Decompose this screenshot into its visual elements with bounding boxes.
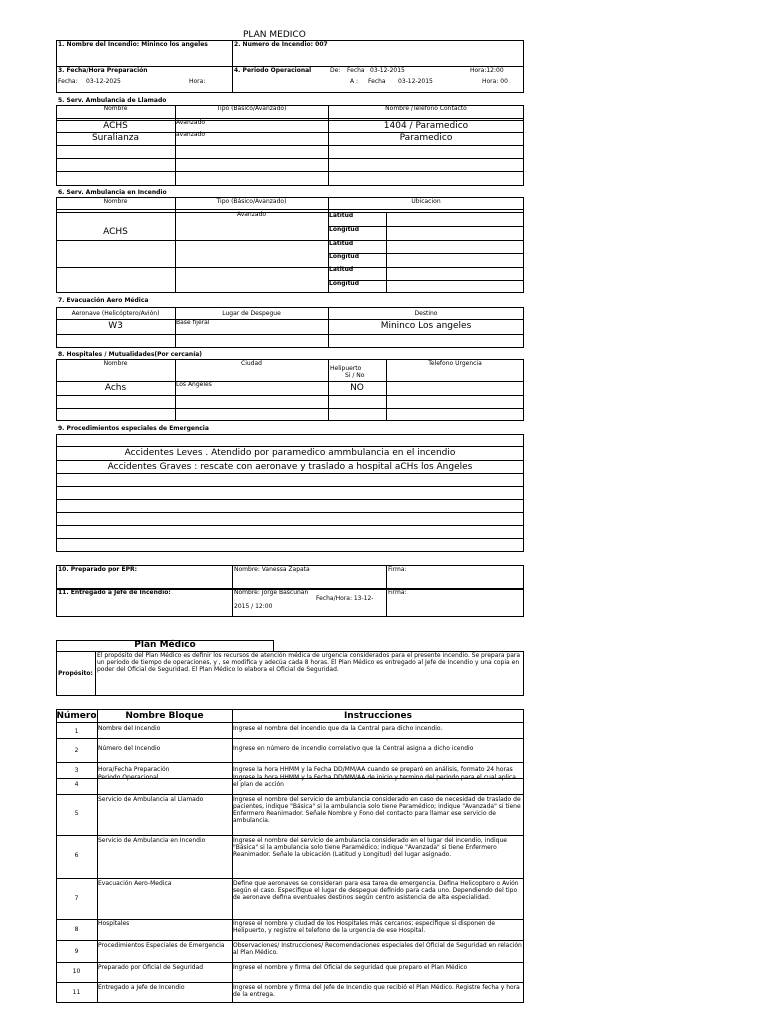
instr-r7-texto: Define que aeronaves se consideran para esa tarea de emergencia. Defina Helicoptero o Avión según el caso. Especifique el lugar de despegue definido para cada uno. Dependiendo del tipo de aeronave defina eventuales destinos según centro asistencia de alta especialidad.	[233, 880, 519, 901]
incendio-number: 2. Numero de Incendio: 007	[234, 41, 328, 48]
prep-fecha-label: Fecha:	[58, 78, 78, 85]
s6-lat-3: Latitud	[329, 266, 354, 273]
s6-tipo: Avanzado	[236, 211, 267, 218]
s8-h-telefono: Telefono Urgencia	[428, 360, 482, 367]
periodo-de: De:	[330, 67, 341, 74]
s8-helipuerto: NO	[350, 383, 364, 393]
s6-lat-2: Latitud	[329, 240, 354, 247]
instr-r3-bloque: Hora/Fecha Preparación	[98, 766, 170, 773]
instr-r6-num: 6	[74, 852, 79, 859]
s11-label: 11. Entregado a Jefe de Incendio:	[58, 589, 171, 596]
instr-r5-texto: Ingrese el nombre del servicio de ambulancia considerado en caso de necesidad de traslado de pacientes, indique "Básica" si la ambulancia solo tiene Paramédico; indique "Avanzada" si tiene Enfermero Reanimador. Señale Nombre y Fono del contacto para llamar ese servicio de ambulancia.	[233, 796, 521, 824]
instr-r11-texto: Ingrese el nombre y firma del Jefe de Incendio que recibió el Plan Médico. Registre fecha y hora de la entrega.	[233, 984, 520, 998]
page-title: PLAN MEDICO	[243, 30, 306, 40]
incendio-name: 1. Nombre del Incendio: Mininco los angeles	[58, 41, 208, 48]
s8-nombre: Achs	[104, 383, 127, 393]
periodo-fecha1-label: Fecha	[347, 67, 365, 74]
instr-r6-bloque: Servicio de Ambulancia en Incendio	[98, 837, 206, 844]
s11-nombre: Nombre: Jorge Bascuñan	[234, 589, 309, 596]
s5-r1-tipo: Avanzado	[176, 119, 206, 126]
instr-r8-texto: Ingrese el nombre y ciudad de los Hospitales más cercanos; especifique si disponen de Helipuerto, y registre el telefono de la urgencia de ese Hospital.	[233, 920, 496, 934]
instr-h-num: Número	[56, 711, 97, 721]
s10-firma: Firma:	[388, 566, 407, 573]
instr-h-bloque: Nombre Bloque	[125, 711, 204, 721]
instr-r8-bloque: Hospitales	[98, 920, 130, 927]
proposito-label: Propósito:	[58, 670, 93, 677]
periodo-fecha2: 03-12-2015	[398, 78, 433, 85]
s6-h-ubicacion: Ubicacion	[411, 198, 441, 205]
s11-firma: Firma:	[388, 589, 407, 596]
instr-r8-num: 8	[74, 926, 79, 933]
prep-label: 3. Fecha/Hora Preparación	[58, 67, 148, 74]
instr-r5-num: 5	[74, 810, 79, 817]
s7-h-lugar: Lugar de Despegue	[222, 310, 281, 317]
instr-r10-num: 10	[72, 968, 81, 975]
s5-h-tipo: Tipo (Básico/Avanzado)	[216, 105, 287, 112]
s6-lon-1: Longitud	[329, 226, 360, 233]
s9-line1: Accidentes Leves . Atendido por paramedico ammbulancia en el incendio	[124, 448, 456, 458]
periodo-hora1: Hora:12:00	[470, 67, 504, 74]
proposito-text: El propósito del Plan Médico es definir los recursos de atención médica de urgencia considerados para el presente incendio. Se prepara para un periodo de tiempo de operaciones, y , se modifica y adecúa cada 8 horas. El Plan Médico es entregado al Jefe de Incendio y una copia en poder del Oficial de Seguridad. El Plan Médico lo elabora el Oficial de Seguridad.	[97, 652, 521, 673]
instr-r11-num: 11	[72, 989, 81, 996]
instr-r4-num: 4	[74, 781, 79, 788]
instr-r7-num: 7	[74, 895, 79, 902]
s6-h-nombre: Nombre	[103, 198, 128, 205]
s8-ciudad: Los Angeles	[176, 381, 212, 388]
s7-aeronave: W3	[108, 321, 123, 331]
s6-heading: 6. Serv. Ambulancia en Incendio	[58, 189, 167, 196]
s5-h-nombre: Nombre	[103, 105, 128, 112]
periodo-label: 4. Periodo Operacional	[234, 67, 312, 74]
s8-h-ciudad: Ciudad	[241, 360, 262, 367]
instr-r2-texto: Ingrese en número de incendio correlativo que la Central asigna a dicho icendio	[233, 745, 474, 752]
prep-hora-label: Hora:	[189, 78, 206, 85]
instr-r3-texto: Ingrese la hora HHMM y la Fecha DD/MM/AA cuando se preparó en análisis, formato 24 horas	[233, 766, 513, 773]
instr-h-instrucciones: Instrucciones	[343, 711, 413, 721]
instr-r4-bloque: Periodo Operacional	[98, 774, 159, 781]
prep-fecha: 03-12-2025	[86, 78, 121, 85]
s6-nombre: ACHS	[103, 227, 128, 237]
instr-r4-texto: Ingrese la hora HHMM y la Fecha DD/MM/AA de inicio y termino del periodo para el cual aplica el plan de acción	[233, 774, 516, 788]
periodo-a: A :	[350, 78, 359, 85]
instr-r9-num: 9	[74, 948, 79, 955]
s6-h-tipo: Tipo (Básico/Avanzado)	[216, 198, 287, 205]
instr-r1-texto: Ingrese el nombre del incendio que da la Central para dicho incendio.	[233, 725, 443, 732]
s6-lon-2: Longitud	[329, 253, 360, 260]
instr-r1-num: 1	[74, 728, 79, 735]
instr-r9-texto: Observaciones/ Instrucciones/ Recomendaciones especiales del Oficial de Seguridad en relación al Plan Médico.	[233, 942, 522, 956]
s7-h-aeronave: Aeronave (Helicóptero/Avión)	[71, 310, 160, 317]
plan-title: Plan Médico	[134, 640, 196, 650]
instr-r10-bloque: Preparado por Oficial de Seguridad	[98, 964, 204, 971]
s8-heading: 8. Hospitales / Mutualidades(Por cercanía)	[58, 351, 203, 358]
s5-h-contacto: Nombre /Telefono Contacto	[385, 105, 467, 112]
instr-r2-bloque: Número del Incendio	[98, 745, 161, 752]
instr-r11-bloque: Entregado a Jefe de Incendio	[98, 984, 185, 991]
s8-h-sino: Si / No	[345, 372, 365, 379]
periodo-fecha2-label: Fecha	[368, 78, 386, 85]
s5-r1-contacto: 1404 / Paramedico	[383, 121, 469, 131]
s7-heading: 7. Evacuación Aero Médica	[58, 297, 149, 304]
periodo-hora2: Hora: 00	[482, 78, 508, 85]
instr-r6-texto: Ingrese el nombre del servicio de ambulancia considerado en el lugar del incendio, indique "Básica" si la ambulancia solo tiene Paramédico; indique "Avanzada" si tiene Enfermero Reanimador. Señale la ubicación (Latitud y Longitud) del lugar asignado.	[233, 837, 507, 858]
s6-lat-1: Latitud	[329, 212, 354, 219]
s5-r2-tipo: avanzado	[176, 131, 206, 138]
s5-heading: 5. Serv. Ambulancia de Llamado	[58, 97, 167, 104]
s11-fecha: Fecha/Hora: 13-12-	[316, 595, 374, 602]
instr-r7-bloque: Evacuación Aero-Medica	[98, 880, 172, 887]
s7-lugar: Base fijeral	[176, 319, 210, 326]
periodo-fecha1: 03-12-2015	[370, 67, 405, 74]
s8-h-nombre: Nombre	[103, 360, 128, 367]
s5-r2-contacto: Paramedico	[399, 133, 453, 143]
s6-lon-3: Longitud	[329, 280, 360, 287]
s9-line2: Accidentes Graves : rescate con aeronave y traslado a hospital aCHs los Angeles	[107, 462, 473, 472]
instr-r9-bloque: Procedimientos Especiales de Emergencia	[98, 942, 225, 949]
s7-h-destino: Destino	[414, 310, 438, 317]
s9-heading: 9. Procedimientos especiales de Emergencia	[58, 425, 209, 432]
s11-fecha2: 2015 / 12:00	[234, 603, 273, 610]
s5-r1-nombre: ACHS	[103, 121, 128, 131]
s8-h-helipuerto: Helipuerto	[330, 365, 362, 372]
instr-r3-num: 3	[74, 767, 79, 774]
s5-r2-nombre: Suralianza	[91, 133, 140, 143]
instr-r10-texto: Ingrese el nombre y firma del Oficial de seguridad que preparo el Plan Médico	[233, 964, 468, 971]
s10-label: 10. Preparado por EPR:	[58, 566, 137, 573]
s10-nombre: Nombre: Vanessa Zapata	[234, 566, 310, 573]
s7-destino: Mininco Los angeles	[380, 321, 472, 331]
instr-r2-num: 2	[74, 747, 79, 754]
instr-r1-bloque: Nombre del Incendio	[98, 725, 161, 732]
instr-r5-bloque: Servicio de Ambulancia al Llamado	[98, 796, 204, 803]
